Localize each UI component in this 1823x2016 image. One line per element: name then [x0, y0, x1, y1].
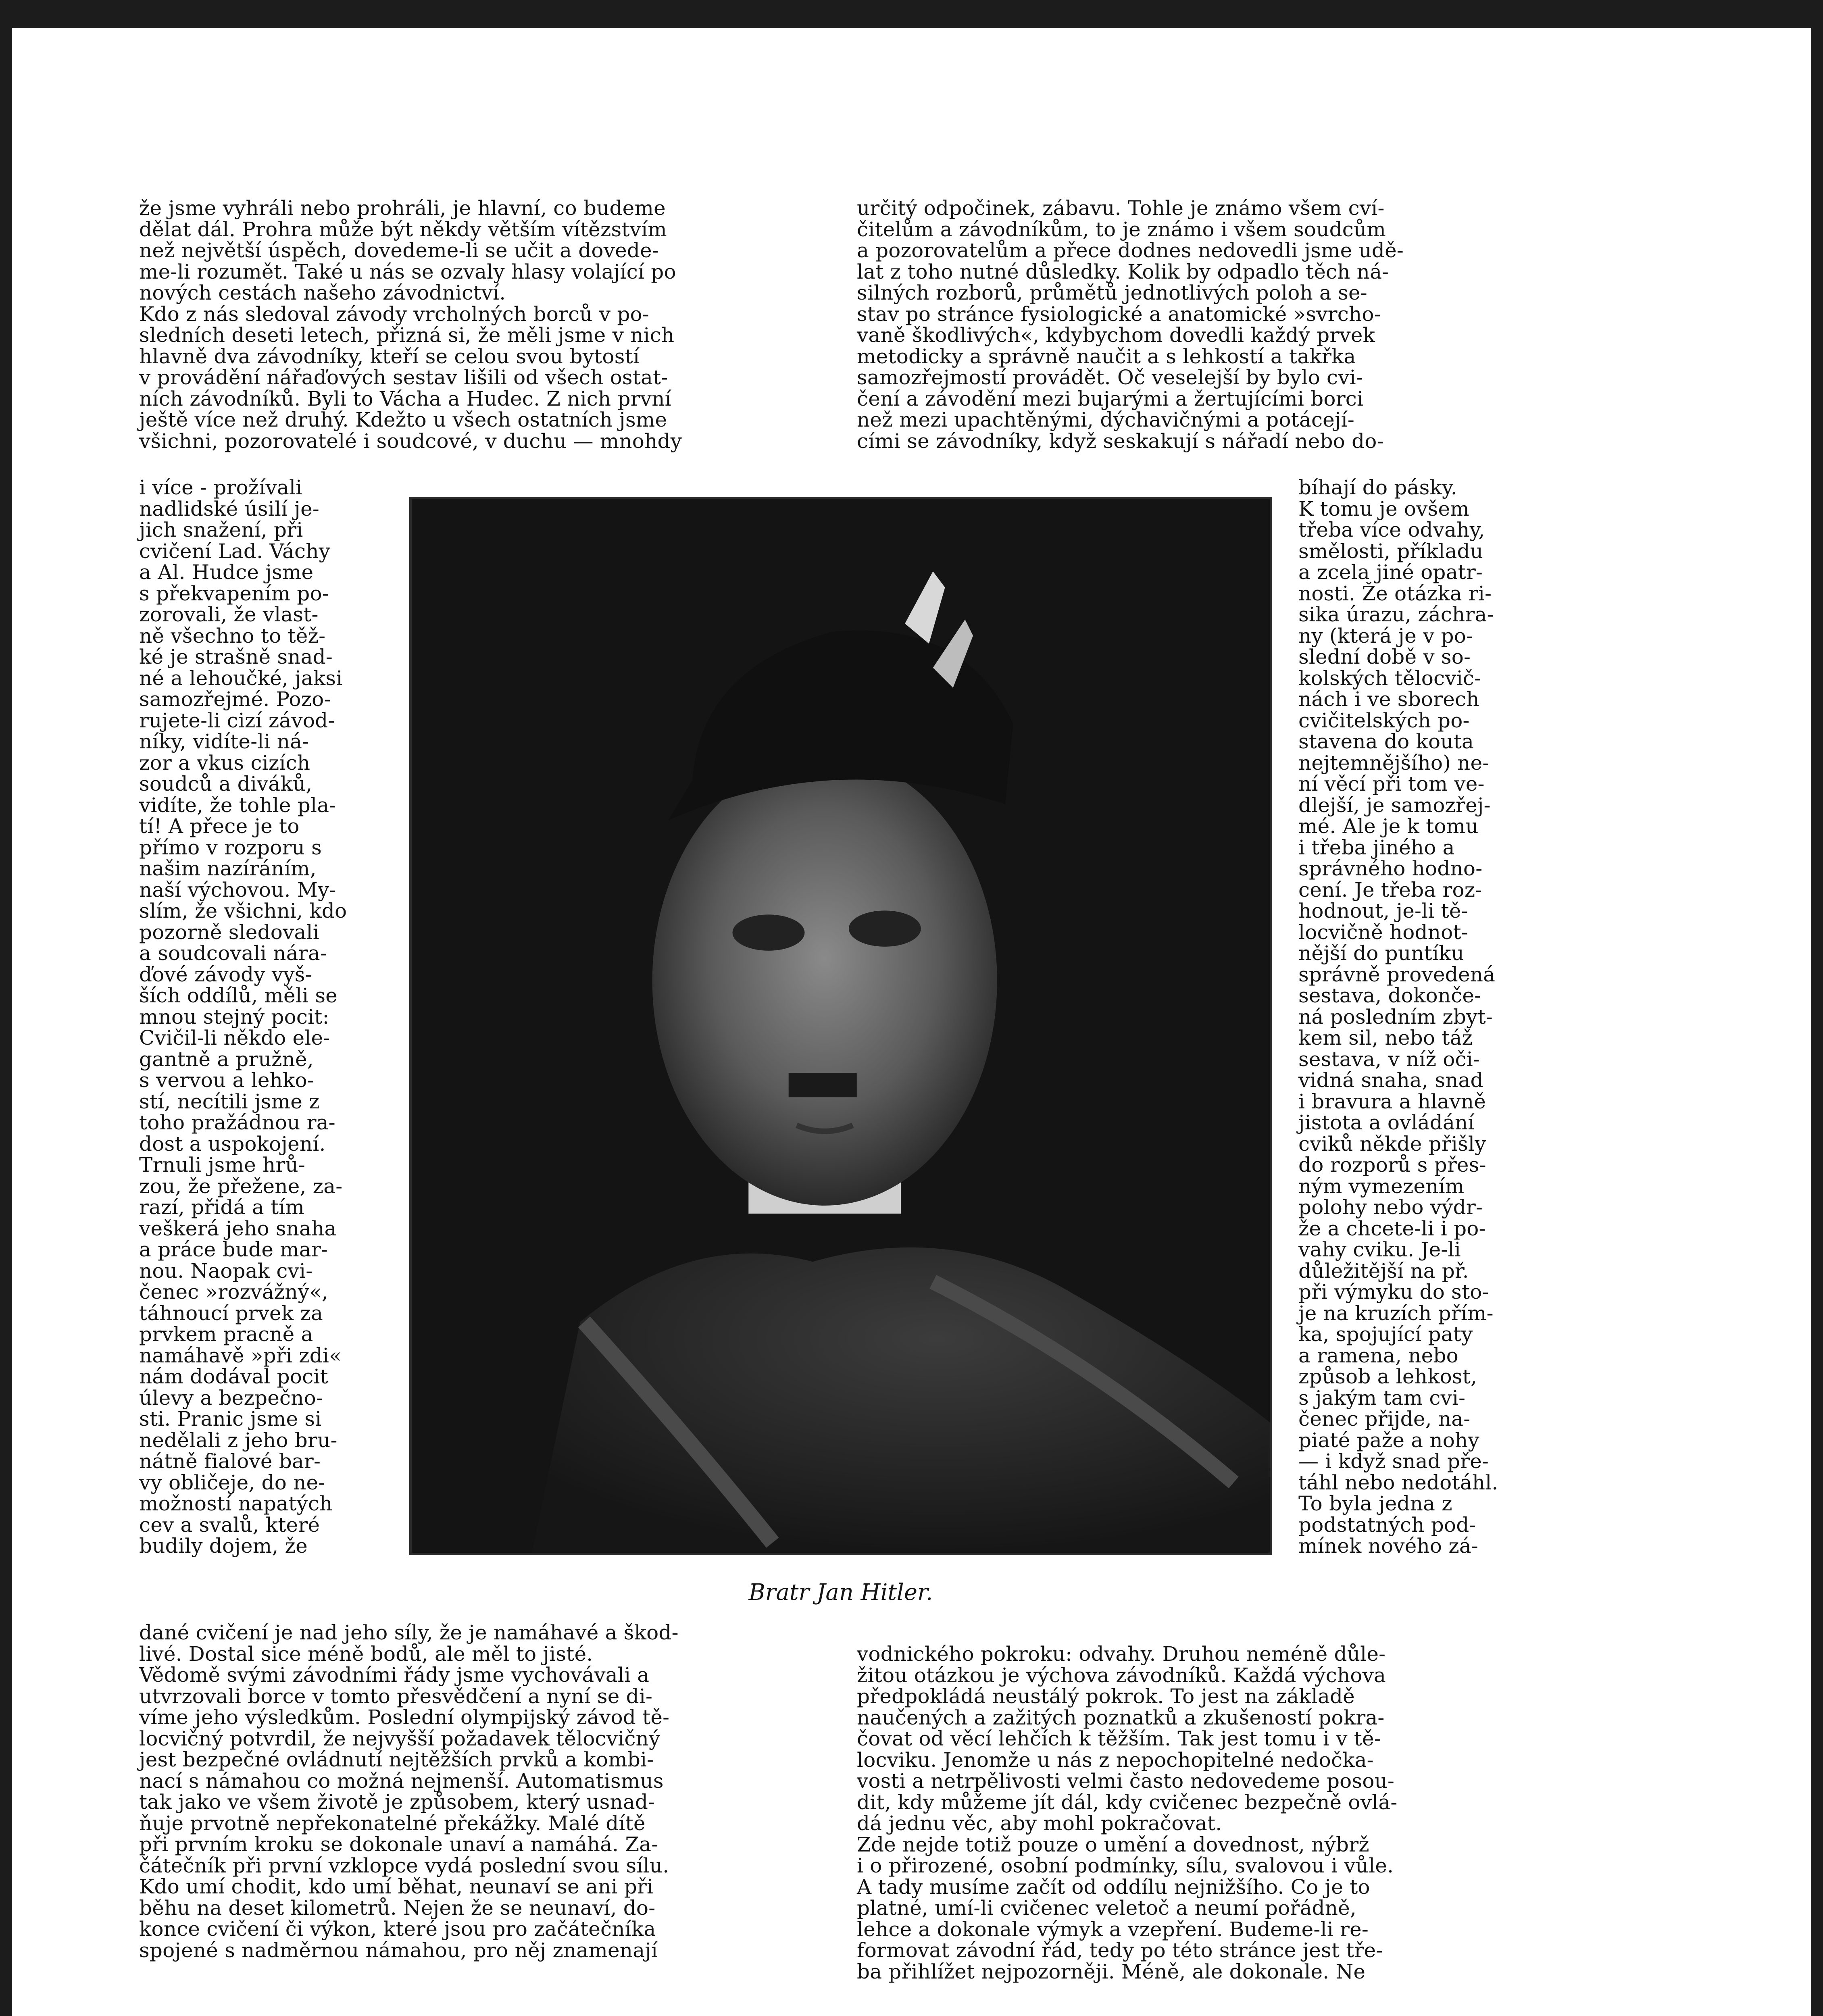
left-column-bottom-text: dané cvičení je nad jeho síly, že je namáhavé a škod- livé. Dostal sice méně bodů, ale měl to jisté. Vědomě svými závodními řády jsme vychovávali a utvrzovali borce v tomto přesvědčení a nyní se di- víme jeho výsledkům. Poslední olympijský závod tě- locvičný potvrdil, že nejvyšší požadavek tělocvičný jest bezpečné ovládnutí nejtěžších prvků a kombi- nací s námahou co možná nejmenší. Automatismus tak jako ve všem životě je způsobem, který usnad- ňuje prvotně nepřekonatelné překážky. Malé dítě při prvním kroku se dokonale unaví a namáhá. Za- čátečník při první vzklopce vydá poslední svou sílu. Kdo umí chodit, kdo umí běhat, neunaví se ani při běhu na deset kilometrů. Nejen že se neunaví, do- konce cvičení či výkon, které jsou pro začátečníka spojené s nadměrnou námahou, pro něj znamenají	[139, 1621, 679, 1962]
portrait-illustration	[412, 499, 1270, 1553]
scan-border-top	[0, 0, 1823, 28]
scan-border-right	[1811, 0, 1823, 2016]
right-column-wrapped-text: bíhají do pásky. K tomu je ovšem třeba více odvahy, smělosti, příkladu a zcela jiné opatr- nosti. Že otázka ri- sika úrazu, záchra- ny (která je v po- slední době v so- kolských tělocvič- nách i ve sborech cvičitelských po- stavena do kouta nejtemnějšího) ne- ní věcí při tom ve- dlejší, je samozřej- mé. Ale je k tomu i třeba jiného a správného hodno- cení. Je třeba roz- hodnout, je-li tě- locvičně hodnot- nější do puntíku správně provedená sestava, dokonče- ná posledním zbyt- kem sil, nebo táž sestava, v níž oči- vidná snaha, snad i bravura a hlavně jistota a ovládání cviků někde přišly do rozporů s přes- ným vymezením polohy nebo výdr- že a chcete-li i po- vahy cviku. Je-li důležitější na př. při výmyku do sto- je na kruzích přím- ka, spojující paty a ramena, nebo způsob a lehkost, s jakým tam cvi- čenec přijde, na- piaté paže a nohy — i když snad pře- táhl nebo nedotáhl. To byla jedna z podstatných pod- mínek nového zá-	[1298, 476, 1498, 1558]
right-column-top-text: určitý odpočinek, zábavu. Tohle je známo všem cví- čitelům a závodníkům, to je známo i všem soudcům a pozorovatelům a přece dodnes nedovedli jsme udě- lat z toho nutné důsledky. Kolik by odpadlo těch ná- silných rozborů, průmětů jednotlivých poloh a se- stav po stránce fysiologické a anatomické »svrcho- vaně škodlivých«, kdybychom dovedli každý prvek metodicky a správně naučit a s lehkostí a takřka samozřejmostí provádět. Oč veselejší by bylo cvi- čení a závodění mezi bujarými a žertujícími borci než mezi upachtěnými, dýchavičnými a potácejí- cími se závodníky, když seskakují s nářadí nebo do-	[857, 196, 1404, 453]
left-column-wrapped-text: i více - prožívali nadlidské úsilí je- jich snažení, při cvičení Lad. Váchy a Al. Hudce jsme s překvapením po- zorovali, že vlast- ně všechno to těž- ké je strašně snad- né a lehoučké, jaksi samozřejmé. Pozo- rujete-li cizí závod- níky, vidíte-li ná- zor a vkus cizích soudců a diváků, vidíte, že tohle pla- tí! A přece je to přímo v rozporu s našim nazíráním, naší výchovou. My- slím, že všichni, kdo pozorně sledovali a soudcovali nára- ďové závody vyš- ších oddílů, měli se mnou stejný pocit: Cvičil-li někdo ele- gantně a pružně, s vervou a lehko- stí, necítili jsme z toho pražádnou ra- dost a uspokojení. Trnuli jsme hrů- zou, že přežene, za- razí, přidá a tím veškerá jeho snaha a práce bude mar- nou. Naopak cvi- čenec »rozvážný«, táhnoucí prvek za prvkem pracně a namáhavě »při zdi« nám dodával pocit úlevy a bezpečno- sti. Pranic jsme si nedělali z jeho bru- nátně fialové bar- vy obličeje, do ne- možností napatých cev a svalů, které budily dojem, že	[139, 476, 347, 1558]
portrait-photo	[409, 497, 1272, 1555]
right-column-bottom-text: vodnického pokroku: odvahy. Druhou neméně důle- žitou otázkou je výchova závodníků. Každá výchova předpokládá neustálý pokrok. To jest na základě naučených a zažitých poznatků a zkušeností pokra- čovat od věcí lehčích k těžším. Tak jest tomu i v tě- locviku. Jenomže u nás z nepochopitelné nedočka- vosti a netrpělivosti velmi často nedovedeme posou- dit, kdy můžeme jít dál, kdy cvičenec bezpečně ovlá- dá jednu věc, aby mohl pokračovat. Zde nejde totiž pouze o umění a dovednost, nýbrž i o přirozené, osobní podmínky, sílu, svalovou i vůle. A tady musíme začít od oddílu nejnižšího. Co je to platné, umí-li cvičenec veletoč a neumí pořádně, lehce a dokonale výmyk a vzepření. Budeme-li re- formovat závodní řád, tedy po této stránce jest tře- ba přihlížet nejpozorněji. Méně, ale dokonale. Ne	[857, 1642, 1398, 1983]
photo-caption: Bratr Jan Hitler.	[748, 1579, 933, 1606]
left-column-top-text: že jsme vyhráli nebo prohráli, je hlavní, co budeme dělat dál. Prohra může být někdy větším vítězstvím než největší úspěch, dovedeme-li se učit a dovede- me-li rozumět. Také u nás se ozvaly hlasy volající po nových cestách našeho závodnictví. Kdo z nás sledoval závody vrcholných borců v po- sledních deseti letech, přizná si, že měli jsme v nich hlavně dva závodníky, kteří se celou svou bytostí v provádění nářaďových sestav lišili od všech ostat- ních závodníků. Byli to Vácha a Hudec. Z nich první ještě více než druhý. Kdežto u všech ostatních jsme všichni, pozorovatelé i soudcové, v duchu — mnohdy	[139, 196, 682, 453]
scan-border-left	[0, 0, 12, 2016]
